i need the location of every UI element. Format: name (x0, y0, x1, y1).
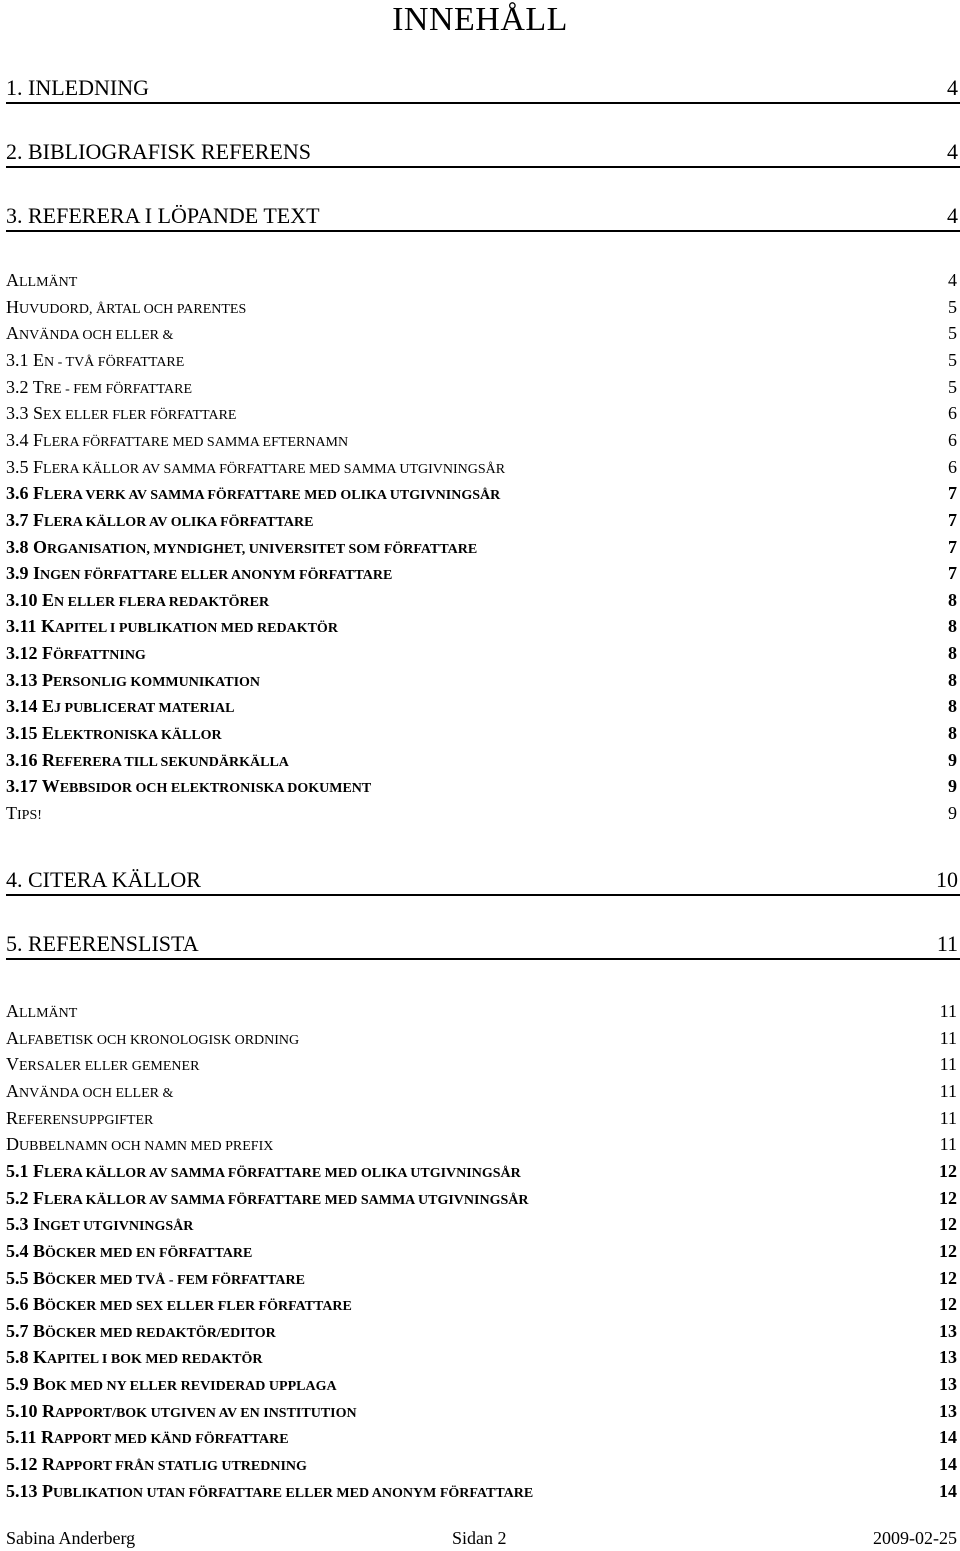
toc-entry-text: N ELLER FLERA REDAKTÖRER (54, 594, 270, 610)
toc-entry-page: 12 (939, 1240, 957, 1261)
toc-entry[interactable] (6, 454, 960, 480)
toc-entry-number: 5.10 (6, 1400, 42, 1421)
toc-entry-initial: E (33, 349, 44, 370)
toc-entry-text: NGET UTGIVNINGSÅR (40, 1219, 194, 1235)
toc-entry-label (6, 507, 313, 536)
toc-entry-text: ÖCKER MED TVÅ - FEM FÖRFATTARE (45, 1272, 305, 1288)
toc-entry-text: APPORT/BOK UTGIVEN AV EN INSTITUTION (55, 1405, 357, 1421)
toc-entry-label (6, 1451, 307, 1480)
toc-entry-text: RE - FEM FÖRFATTARE (43, 381, 193, 397)
toc-entry-label (6, 560, 392, 589)
toc-entry-number: 3.16 (6, 749, 42, 770)
toc-entry-page: 7 (948, 563, 957, 584)
toc-entry[interactable] (6, 294, 960, 320)
toc-entry-label (6, 667, 260, 696)
toc-entry-label (6, 534, 477, 563)
toc-entry-initial: F (33, 1187, 44, 1208)
toc-entry-number: 3.3 (6, 403, 33, 424)
toc-entry-number: 5.3 (6, 1214, 33, 1235)
toc-entry-text: NGEN FÖRFATTARE ELLER ANONYM FÖRFATTARE (40, 568, 393, 584)
toc-entry-label (6, 693, 234, 722)
toc-entry[interactable] (6, 507, 960, 533)
toc-entry-label (6, 720, 222, 749)
toc-entry[interactable] (6, 320, 960, 346)
toc-entry-page: 11 (939, 1001, 957, 1021)
toc-entry-page: 11 (939, 1080, 957, 1101)
toc-entry[interactable] (6, 1344, 960, 1370)
toc-entry-page: 5 (948, 376, 957, 397)
toc-entry-text: LLMÄNT (19, 275, 78, 290)
toc-entry[interactable] (6, 1051, 960, 1077)
toc-entry-label (6, 1211, 193, 1240)
toc-entry-label (6, 454, 505, 483)
toc-entry-text: LERA KÄLLOR AV SAMMA FÖRFATTARE MED SAMMA UTGIVNINGSÅR (43, 461, 506, 477)
toc-entry-initial: K (41, 616, 56, 637)
toc-entry-number: 5.2 (6, 1187, 33, 1208)
toc-entry-page: 12 (939, 1214, 957, 1235)
toc-entry-label (6, 294, 246, 323)
toc-entry[interactable] (6, 267, 960, 293)
toc-entry-label (6, 1051, 199, 1080)
toc-entry-number: 3.7 (6, 509, 33, 530)
toc-entry-number: 3.11 (6, 616, 42, 637)
toc-entry-page: 9 (948, 776, 957, 797)
toc-entry-page: 12 (939, 1187, 957, 1208)
toc-section-page: 10 (936, 867, 958, 892)
toc-entry-label (6, 1078, 173, 1107)
toc-entry[interactable] (6, 587, 960, 613)
toc-entry[interactable] (6, 800, 960, 826)
toc-entry-page: 8 (948, 669, 957, 690)
toc-entry-initial: D (6, 1134, 19, 1155)
toc-entry-page: 7 (948, 509, 957, 530)
toc-entry-text: RGANISATION, MYNDIGHET, UNIVERSITET SOM FÖRFATTARE (47, 541, 478, 557)
toc-entry-label (6, 267, 77, 296)
toc-entry-page: 6 (948, 403, 957, 424)
toc-entry-initial: E (42, 723, 55, 744)
toc-entry-initial: T (32, 376, 44, 397)
toc-entry-text: EX ELLER FLER FÖRFATTARE (43, 408, 237, 424)
toc-entry[interactable] (6, 1185, 960, 1211)
toc-entry-page: 6 (948, 456, 957, 477)
toc-entry-page: 13 (939, 1400, 957, 1421)
toc-entry-initial: B (33, 1374, 46, 1395)
toc-entry-label (6, 400, 236, 429)
toc-entry-text: UBLIKATION UTAN FÖRFATTARE ELLER MED ANONYM FÖRFATTARE (53, 1485, 534, 1501)
toc-entry-text: LLMÄNT (19, 1006, 78, 1021)
toc-entry-text: LERA VERK AV SAMMA FÖRFATTARE MED OLIKA UTGIVNINGSÅR (44, 488, 501, 504)
toc-entry-label (6, 640, 146, 669)
toc-entry-number: 5.12 (6, 1454, 42, 1475)
toc-entry-initial: F (33, 1160, 44, 1181)
toc-section-5[interactable] (6, 930, 960, 960)
toc-entry-text: APITEL I PUBLIKATION MED REDAKTÖR (55, 621, 338, 637)
toc-entry[interactable] (6, 400, 960, 426)
toc-entry-text: APPORT MED KÄND FÖRFATTARE (54, 1432, 289, 1448)
toc-entry-initial: R (6, 1107, 19, 1128)
toc-entry-text: EFERENSUPPGIFTER (18, 1112, 154, 1128)
toc-entry-label (6, 1344, 263, 1373)
toc-section-label: 2. BIBLIOGRAFISK REFERENS (6, 139, 311, 164)
toc-entry[interactable] (6, 998, 960, 1024)
toc-entry-page: 9 (948, 749, 957, 770)
toc-entry-label (6, 1185, 528, 1214)
toc-entry-label (6, 427, 348, 456)
toc-entry[interactable] (6, 374, 960, 400)
toc-entry-text: NVÄNDA OCH ELLER & (19, 1085, 174, 1101)
toc-entry-number: 3.12 (6, 643, 42, 664)
toc-entry-initial: E (42, 589, 55, 610)
toc-entry-label (6, 773, 371, 802)
toc-entry-page: 12 (939, 1267, 957, 1288)
toc-entry[interactable] (6, 1398, 960, 1424)
toc-entry[interactable] (6, 747, 960, 773)
toc-entry[interactable] (6, 1318, 960, 1344)
toc-entry-label (6, 320, 173, 349)
toc-entry-initial: B (33, 1320, 46, 1341)
toc-entry-initial: F (33, 509, 44, 530)
toc-entry-page: 6 (948, 429, 957, 450)
toc-section-page: 4 (947, 75, 958, 100)
toc-entry-initial: F (42, 643, 53, 664)
toc-section-label: 1. INLEDNING (6, 75, 149, 100)
toc-entry-initial: R (42, 1454, 55, 1475)
toc-entry-initial: O (33, 536, 48, 557)
toc-entry-label (6, 1478, 533, 1507)
toc-entry-number: 3.14 (6, 696, 42, 717)
toc-entry-number: 5.11 (6, 1427, 42, 1448)
toc-entry-initial: H (6, 296, 19, 317)
toc-entry-number: 5.13 (6, 1480, 42, 1501)
toc-entry-text: LFABETISK OCH KRONOLOGISK ORDNING (19, 1032, 300, 1048)
toc-entry[interactable] (6, 1478, 960, 1504)
toc-section-label: 5. REFERENSLISTA (6, 931, 199, 956)
toc-entry-text: N - TVÅ FÖRFATTARE (44, 354, 185, 370)
toc-entry[interactable] (6, 720, 960, 746)
toc-entry-label (6, 347, 184, 376)
toc-section-page: 4 (947, 203, 958, 228)
toc-entry-number: 3.5 (6, 456, 33, 477)
toc-section-2[interactable] (6, 138, 960, 168)
toc-entry-text: ÖRFATTNING (53, 648, 146, 664)
toc-entry-label (6, 480, 500, 509)
toc-entry-label (6, 587, 269, 616)
toc-entry-text: EFERERA TILL SEKUNDÄRKÄLLA (55, 754, 289, 770)
toc-entry-text: APITEL I BOK MED REDAKTÖR (47, 1352, 263, 1368)
toc-entry-initial: T (6, 803, 17, 823)
toc-entry[interactable] (6, 1131, 960, 1157)
toc-entry-number: 5.6 (6, 1294, 33, 1315)
toc-entry-page: 4 (948, 270, 957, 290)
toc-entry[interactable] (6, 1451, 960, 1477)
toc-entry-initial: P (42, 669, 53, 690)
toc-entry-number: 3.15 (6, 723, 42, 744)
toc-entry-page: 13 (939, 1374, 957, 1395)
toc-entry-text: ERSONLIG KOMMUNIKATION (53, 674, 261, 690)
toc-entry-text: LEKTRONISKA KÄLLOR (54, 728, 222, 744)
toc-entry-label (6, 998, 77, 1027)
toc-entry-text: EBBSIDOR OCH ELEKTRONISKA DOKUMENT (59, 781, 372, 797)
toc-entry-initial: E (42, 696, 55, 717)
toc-entry-text: LERA KÄLLOR AV SAMMA FÖRFATTARE MED OLIKA UTGIVNINGSÅR (44, 1165, 521, 1181)
toc-entry-initial: F (33, 456, 44, 477)
toc-entry-initial: V (6, 1054, 19, 1075)
toc-entry-initial: F (33, 483, 44, 504)
toc-entry-number: 3.17 (6, 776, 42, 797)
toc-entry[interactable] (6, 427, 960, 453)
toc-entry-text: ÖCKER MED REDAKTÖR/EDITOR (45, 1325, 276, 1341)
toc-entry-initial: P (42, 1480, 53, 1501)
toc-entry-text: LERA KÄLLOR AV OLIKA FÖRFATTARE (44, 514, 314, 530)
toc-entry-number: 5.1 (6, 1160, 33, 1181)
toc-entry-page: 13 (939, 1347, 957, 1368)
toc-entry[interactable] (6, 640, 960, 666)
toc-entry[interactable] (6, 1238, 960, 1264)
toc-section-label: 4. CITERA KÄLLOR (6, 867, 201, 892)
toc-entry-text: UBBELNAMN OCH NAMN MED PREFIX (19, 1139, 274, 1155)
toc-entry-initial: A (6, 1001, 19, 1021)
toc-entry-page: 12 (939, 1294, 957, 1315)
toc-entry[interactable] (6, 613, 960, 639)
toc-entry-text: UVUDORD, ÅRTAL OCH PARENTES (19, 301, 247, 317)
toc-entry-number: 3.1 (6, 349, 33, 370)
toc-entry[interactable] (6, 534, 960, 560)
toc-entry[interactable] (6, 1291, 960, 1317)
toc-entry-page: 9 (948, 803, 957, 823)
toc-entry[interactable] (6, 1105, 960, 1131)
toc-entry[interactable] (6, 1265, 960, 1291)
toc-entry-number: 5.9 (6, 1374, 33, 1395)
footer-page-number: Sidan 2 (452, 1528, 507, 1548)
footer-author: Sabina Anderberg (6, 1528, 136, 1548)
toc-entry-page: 8 (948, 723, 957, 744)
toc-section-3[interactable] (6, 202, 960, 232)
toc-entry-text: ERSALER ELLER GEMENER (19, 1059, 200, 1075)
toc-entry-initial: I (33, 1214, 41, 1235)
toc-entry-number: 3.8 (6, 536, 33, 557)
toc-section-page: 4 (947, 139, 958, 164)
toc-entry[interactable] (6, 1371, 960, 1397)
toc-entry-initial: B (33, 1267, 46, 1288)
toc-entry-page: 8 (948, 589, 957, 610)
toc-entry-page: 7 (948, 536, 957, 557)
toc-entry-label (6, 1398, 357, 1427)
toc-entry-page: 11 (939, 1027, 957, 1048)
toc-entry-label (6, 1238, 252, 1267)
toc-entry[interactable] (6, 347, 960, 373)
toc-section-label: 3. REFERERA I LÖPANDE TEXT (6, 203, 320, 228)
toc-entry-page: 5 (948, 323, 957, 344)
toc-entry-text: ÖCKER MED EN FÖRFATTARE (45, 1245, 253, 1261)
toc-entry-initial: F (33, 429, 44, 450)
footer-date: 2009-02-25 (873, 1528, 957, 1548)
toc-entry-page: 14 (939, 1454, 957, 1475)
toc-entry-initial: S (33, 403, 44, 424)
toc-entry-page: 11 (939, 1134, 957, 1155)
toc-entry-page: 5 (948, 296, 957, 317)
toc-entry[interactable] (6, 480, 960, 506)
toc-entry-page: 11 (939, 1107, 957, 1128)
toc-entry-initial: B (33, 1294, 46, 1315)
toc-entry[interactable] (6, 1424, 960, 1450)
toc-entry-number: 5.8 (6, 1347, 33, 1368)
toc-section-4[interactable] (6, 866, 960, 896)
toc-entry-page: 14 (939, 1480, 957, 1501)
toc-entry-label (6, 1291, 352, 1320)
toc-entry-page: 12 (939, 1160, 957, 1181)
toc-entry-number: 3.4 (6, 429, 33, 450)
toc-entry-label (6, 1265, 305, 1294)
toc-entry-text: J PUBLICERAT MATERIAL (54, 701, 235, 717)
toc-entry-number: 3.9 (6, 563, 33, 584)
toc-entry-label (6, 1025, 299, 1054)
toc-entry[interactable] (6, 560, 960, 586)
toc-entry-text: LERA KÄLLOR AV SAMMA FÖRFATTARE MED SAMMA UTGIVNINGSÅR (44, 1192, 529, 1208)
toc-entry-number: 5.7 (6, 1320, 33, 1341)
toc-entry-page: 13 (939, 1320, 957, 1341)
toc-entry-text: IPS! (17, 808, 42, 823)
toc-entry-initial: R (42, 749, 55, 770)
toc-entry-initial: A (6, 1080, 19, 1101)
toc-entry-text: APPORT FRÅN STATLIG UTREDNING (55, 1459, 307, 1475)
toc-entry-label (6, 1131, 273, 1160)
toc-section-page: 11 (936, 931, 958, 956)
toc-entry-initial: B (33, 1240, 46, 1261)
toc-entry[interactable] (6, 693, 960, 719)
toc-entry-label (6, 1105, 153, 1134)
toc-entry-text: NVÄNDA OCH ELLER & (19, 328, 174, 344)
toc-entry-page: 5 (948, 349, 957, 370)
toc-entry[interactable] (6, 773, 960, 799)
toc-entry-label (6, 800, 42, 829)
toc-entry-label (6, 1371, 337, 1400)
toc-entry-label (6, 747, 289, 776)
page-title: INNEHÅLL (392, 1, 568, 38)
toc-entry-page: 14 (939, 1427, 957, 1448)
toc-entry-initial: K (33, 1347, 48, 1368)
toc-entry-label (6, 1318, 276, 1347)
toc-entry-initial: R (41, 1427, 55, 1448)
toc-entry-number: 3.2 (6, 376, 33, 397)
toc-entry-initial: R (42, 1400, 55, 1421)
toc-entry-initial: A (6, 323, 19, 344)
toc-entry-page: 7 (948, 483, 957, 504)
toc-entry-initial: W (41, 776, 60, 797)
toc-entry-page: 8 (948, 696, 957, 717)
toc-entry-initial: I (33, 563, 41, 584)
toc-entry-text: ÖCKER MED SEX ELLER FLER FÖRFATTARE (45, 1299, 352, 1315)
toc-entry-text: OK MED NY ELLER REVIDERAD UPPLAGA (45, 1379, 337, 1395)
toc-entry[interactable] (6, 1025, 960, 1051)
toc-entry-initial: A (6, 1027, 19, 1048)
toc-entry[interactable] (6, 1078, 960, 1104)
toc-entry-label (6, 374, 192, 403)
toc-entry[interactable] (6, 667, 960, 693)
toc-entry-number: 5.5 (6, 1267, 33, 1288)
toc-entry-page: 8 (948, 643, 957, 664)
toc-entry-page: 11 (939, 1054, 957, 1075)
toc-entry[interactable] (6, 1158, 960, 1184)
toc-section-1[interactable] (6, 74, 960, 104)
toc-entry-text: LERA FÖRFATTARE MED SAMMA EFTERNAMN (43, 434, 349, 450)
toc-entry-label (6, 613, 338, 642)
toc-entry-number: 3.13 (6, 669, 42, 690)
toc-entry-page: 8 (948, 616, 957, 637)
toc-entry-number: 5.4 (6, 1240, 33, 1261)
toc-entry-label (6, 1424, 289, 1453)
toc-entry[interactable] (6, 1211, 960, 1237)
toc-entry-label (6, 1158, 521, 1187)
toc-entry-initial: A (6, 270, 19, 290)
toc-entry-number: 3.10 (6, 589, 42, 610)
toc-entry-number: 3.6 (6, 483, 33, 504)
